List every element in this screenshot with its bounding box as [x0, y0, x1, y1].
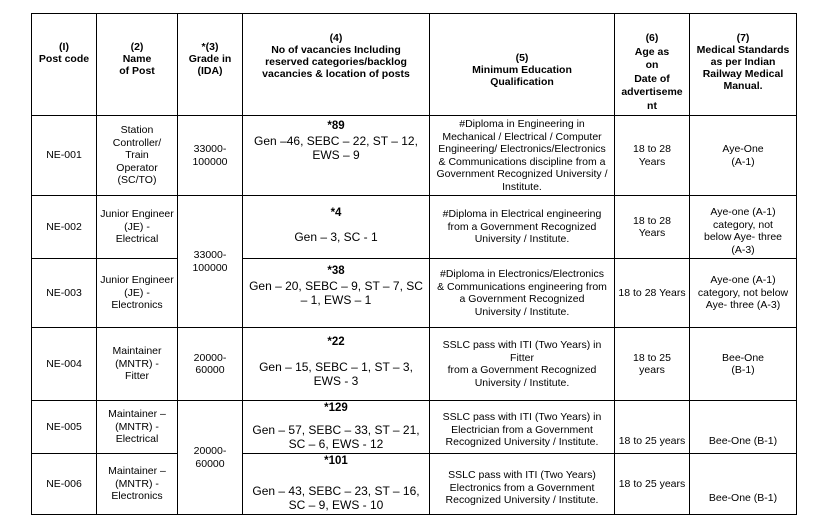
table-row-vacancies: [243, 116, 429, 195]
header-qualification: (5) Minimum Education Qualification: [472, 52, 572, 88]
vacancy-breakdown: Gen – 43, SEBC – 23, ST – 16, SC – 9, EWS - 10: [252, 483, 420, 512]
table-row-vacancies: [243, 259, 429, 327]
table-row-name: Station Controller/ Train Operator (SC/TO): [112, 124, 162, 187]
header-medical: (7) Medical Standards as per Indian Railway Medical Manual.: [696, 32, 790, 92]
table-row-name: Maintainer – (MNTR) - Electrical: [108, 408, 166, 446]
header-vacancies: (4) No of vacancies Including reserved categories/backlog vacancies & location of posts: [262, 32, 410, 80]
table-row-code: NE-003: [46, 286, 82, 299]
table-row-qualification: #Diploma in Engineering in Mechanical / Electrical / Computer Engineering/ Electronics/Electronics & Communications discipline from a Government Recognized University / Institute.: [436, 118, 608, 193]
table-row-vacancies: [243, 401, 429, 453]
table-row-medical: Bee-One (B-1): [721, 351, 765, 376]
merged-grade-je: 33000- 100000: [192, 249, 228, 274]
vacancy-breakdown: Gen – 3, SC - 1: [294, 229, 378, 244]
vacancy-breakdown: Gen –46, SEBC – 22, ST – 12, EWS – 9: [254, 133, 418, 162]
vacancy-breakdown: Gen – 20, SEBC – 9, ST – 7, SC – 1, EWS – 1: [249, 278, 423, 307]
table-row-qualification: SSLC pass with ITI (Two Years) in Electrician from a Government Recognized University / Institute.: [442, 411, 602, 449]
vacancy-breakdown: Gen – 15, SEBC – 1, ST – 3, EWS - 3: [259, 359, 413, 388]
table-row-medical: Aye-one (A-1) category, not below Aye- three (A-3): [703, 206, 783, 256]
vacancy-total: *129: [324, 402, 348, 414]
table-row-code: NE-001: [46, 149, 82, 162]
merged-grade-mntr: 20000- 60000: [193, 445, 227, 470]
header-name-of-post: (2) Name of Post: [119, 41, 155, 77]
vacancy-total: *89: [327, 120, 345, 132]
table-row-name: Maintainer (MNTR) - Fitter: [112, 345, 162, 383]
table-row-age: 18 to 28 Years: [633, 214, 671, 239]
table-row-qualification: SSLC pass with ITI (Two Years) in Fitter from a Government Recognized University / Institute.: [442, 339, 602, 389]
table-row-name: Maintainer – (MNTR) - Electronics: [108, 465, 166, 503]
table-row-grade: 33000- 100000: [192, 143, 228, 168]
header-grade: *(3) Grade in (IDA): [188, 41, 232, 77]
table-row-age: 18 to 25 years: [618, 434, 686, 447]
table-row-vacancies: [243, 328, 429, 400]
header-post-code: (I) Post code: [38, 41, 90, 65]
table-row-name: Junior Engineer (JE) - Electronics: [100, 274, 174, 312]
table-row-medical: Bee-One (B-1): [708, 434, 778, 447]
table-row-age: 18 to 25 years: [618, 477, 686, 490]
table-row-name: Junior Engineer (JE) - Electrical: [100, 208, 174, 246]
table-row-medical: Aye-one (A-1) category, not below Aye- three (A-3): [697, 274, 789, 312]
table-row-code: NE-002: [46, 220, 82, 233]
header-age: (6) Age as on Date of advertiseme nt: [621, 32, 683, 112]
table-row-code: NE-005: [46, 420, 82, 433]
table-row-age: 18 to 25 years: [633, 351, 671, 376]
table-row-code: NE-006: [46, 477, 82, 490]
vacancy-total: *101: [324, 455, 348, 467]
table-row-vacancies: [243, 454, 429, 514]
table-row-qualification: #Diploma in Electrical engineering from a Government Recognized University / Institute.: [442, 208, 602, 246]
vacancy-total: *4: [330, 207, 342, 219]
vacancy-breakdown: Gen – 57, SEBC – 33, ST – 21, SC – 6, EWS - 12: [252, 422, 420, 451]
table-row-qualification: #Diploma in Electronics/Electronics & Communications engineering from a Government Recognized University / Institute.: [437, 268, 607, 318]
vacancy-total: *22: [327, 336, 345, 348]
table-row-vacancies: [243, 196, 429, 258]
table-row-medical: Bee-One (B-1): [708, 491, 778, 504]
table-row-age: 18 to 28 Years: [618, 286, 686, 299]
table-row-medical: Aye-One (A-1): [722, 143, 764, 168]
table-row-grade: 20000- 60000: [193, 351, 227, 376]
table-row-qualification: SSLC pass with ITI (Two Years) Electronics from a Government Recognized University / Institute.: [445, 469, 599, 507]
vacancy-total: *38: [327, 265, 345, 277]
table-row-code: NE-004: [46, 357, 82, 370]
table-row-age: 18 to 28 Years: [633, 143, 671, 168]
